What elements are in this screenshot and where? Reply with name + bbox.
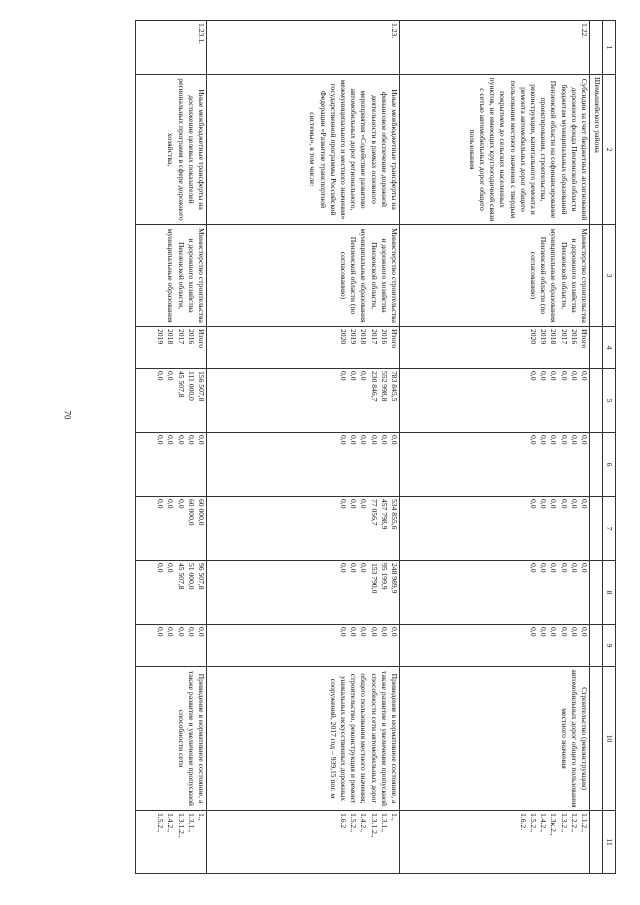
row-col8: 0,0 0,0 0,0 0,0 0,0 0,0 [400, 561, 590, 625]
row-result: Приведение в нормативное состояние, а также развитие и увеличение пропускной способности сети [136, 667, 207, 811]
col-header: 1 [603, 21, 616, 75]
row-col8: 96 507,8 51 000,0 45 507,8 0,0 0,0 [136, 561, 207, 625]
col-header: 3 [603, 225, 616, 327]
row-col7: 534 855,6 457 798,9 77 056,7 0,0 0,0 0,0 [207, 497, 400, 561]
col-header: 11 [603, 811, 616, 874]
col-header: 7 [603, 497, 616, 561]
row-col7: 0,0 0,0 0,0 0,0 0,0 0,0 [400, 497, 590, 561]
table-row [400, 21, 590, 874]
col-header: 4 [603, 327, 616, 369]
row-executor: Министерство строительства и дорожного хозяйства Пензенской области, муниципальные образования [136, 225, 207, 327]
row-col5: 156 507,8 111 000,0 45 507,8 0,0 0,0 [136, 369, 207, 433]
row-years: Итого 2016 2017 2018 2019 2020 [207, 327, 400, 369]
row-col6: 0,0 0,0 0,0 0,0 0,0 0,0 [400, 433, 590, 497]
col-header: 9 [603, 625, 616, 667]
header-row [603, 21, 616, 874]
row-number: 1.23. [207, 21, 400, 75]
section-row [590, 21, 603, 874]
row-number: 1.23.1. [136, 21, 207, 75]
page-number: 70 [62, 410, 73, 420]
row-col5: 0,0 0,0 0,0 0,0 0,0 0,0 [400, 369, 590, 433]
row-col7: 60 000,0 60 000,0 0,0 0,0 0,0 [136, 497, 207, 561]
row-indicators: 1.1.2., 1.2.2., 1.3.2., 1.3к.2., 1.4.2., 1.5.2., 1.6.2. [400, 811, 590, 874]
table-row [136, 21, 207, 874]
col-header: 5 [603, 369, 616, 433]
row-col5: 783 845,5 552 998,8 230 846,7 0,0 0,0 0,0 [207, 369, 400, 433]
row-indicators: 1., 1.3.1., 1.3.1.2., 1.4.2., 1.5.2., 1.6.2 [207, 811, 400, 874]
row-result: Приведение в нормативное состояние, а также развитие и увеличение пропускной способности сети автомобильных дорог общего пользования местного значения; строительство, реконструкция и ремонт уникальных искусственных дорожных сооружений, 2017 год – 939,15 пог. м [207, 667, 400, 811]
row-name: Иные межбюджетные трансферты на финансовое обеспечение дорожной деятельности в рамках основного мероприятия «Содействие развитию автомобильных дорог регионального, межмуниципального и местного значения» государственной программы Российской Федерации «Развитие транспортной системы», в том числе: [207, 75, 400, 225]
program-table [135, 20, 616, 874]
col-header: 8 [603, 561, 616, 625]
row-col9: 0,0 0,0 0,0 0,0 0,0 [136, 625, 207, 667]
col-header: 6 [603, 433, 616, 497]
row-years: Итого 2016 2017 2018 2019 2020 [400, 327, 590, 369]
row-col9: 0,0 0,0 0,0 0,0 0,0 0,0 [207, 625, 400, 667]
row-executor: Министерство строительства и дорожного хозяйства Пензенской области, муниципальные образования Пензенской области (по согласованию) [400, 225, 590, 327]
table-row [207, 21, 400, 874]
row-col6: 0,0 0,0 0,0 0,0 0,0 0,0 [207, 433, 400, 497]
row-name: Субсидии за счет бюджетных ассигнований дорожного фонда Пензенской области бюджетам муниципальных образований Пензенской области на софинансирование проектирования, строительства, реконструкции, капитального ремонта и ремонта автомобильных дорог общего пользования местного значения с твердым покрытием до сельских населенных пунктов, не имеющих круглогодичной связи с сетью автомобильных дорог общего пользования [400, 75, 590, 225]
row-indicators: 1., 1.3.1., 1.3.1.2., 1.4.2., 1.5.2., [136, 811, 207, 874]
row-col6: 0,0 0,0 0,0 0,0 0,0 [136, 433, 207, 497]
row-number: 1.22. [400, 21, 590, 75]
row-executor: Министерство строительства и дорожного хозяйства Пензенской области, муниципальные образования Пензенской области (по согласованию) [207, 225, 400, 327]
row-col9: 0,0 0,0 0,0 0,0 0,0 0,0 [400, 625, 590, 667]
row-col8: 248 989,9 95 199,9 153 790,0 0,0 0,0 0,0 [207, 561, 400, 625]
row-result: Строительство (реконструкция) автомобильных дорог общего пользования местного значения [400, 667, 590, 811]
rotated-table-container [88, 20, 616, 873]
section-title: Шемышейского района [590, 75, 603, 225]
row-name: Иные межбюджетные трансферты на достижение целевых показателей региональных программ в сфере дорожного хозяйства, [136, 75, 207, 225]
col-header: 10 [603, 667, 616, 811]
row-years: Итого 2016 2017 2018 2019 [136, 327, 207, 369]
col-header: 2 [603, 75, 616, 225]
